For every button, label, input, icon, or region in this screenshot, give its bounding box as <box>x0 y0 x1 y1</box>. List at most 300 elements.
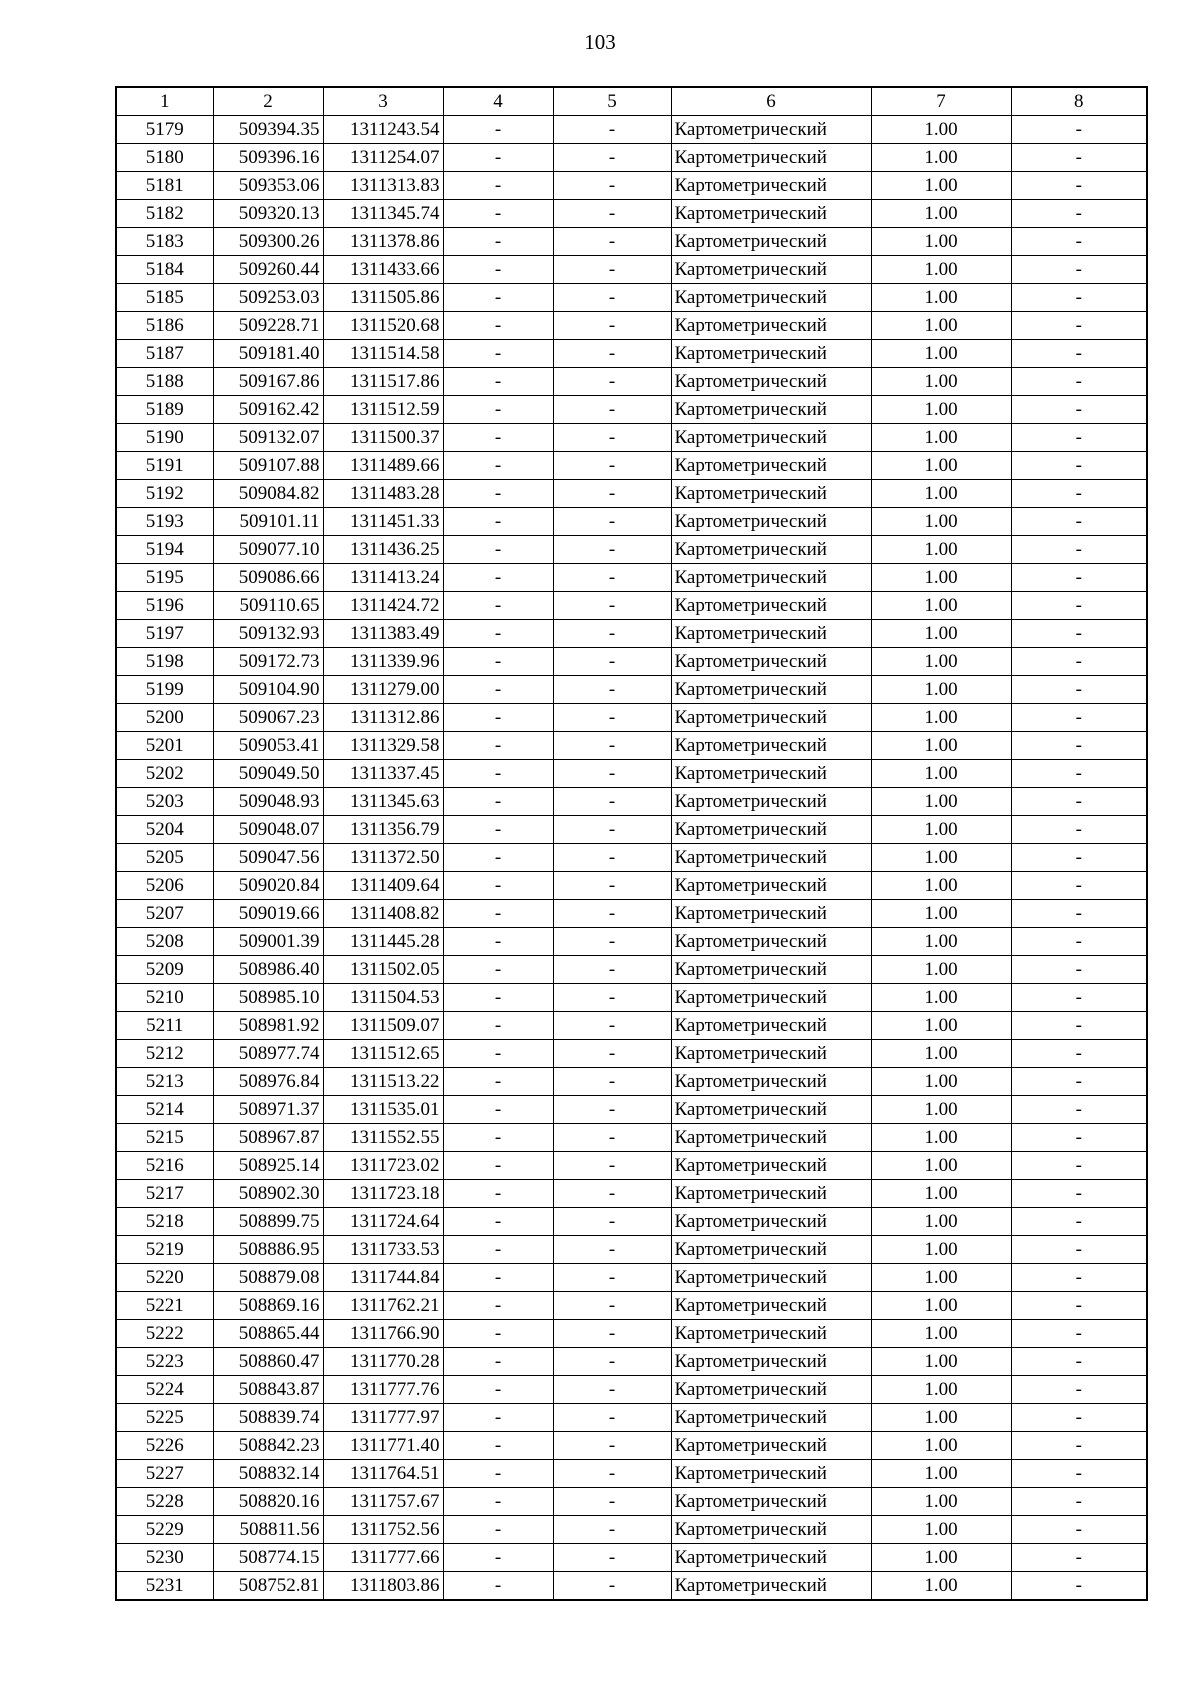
point-number-cell: 5208 <box>116 928 213 956</box>
x-coordinate-cell: 508752.81 <box>213 1572 323 1601</box>
accuracy-cell: 1.00 <box>871 200 1011 228</box>
col8-cell: - <box>1011 620 1147 648</box>
col5-cell: - <box>553 956 671 984</box>
point-number-cell: 5202 <box>116 760 213 788</box>
x-coordinate-cell: 508820.16 <box>213 1488 323 1516</box>
x-coordinate-cell: 509048.93 <box>213 788 323 816</box>
table-row <box>116 452 1147 480</box>
table-row <box>116 872 1147 900</box>
accuracy-cell: 1.00 <box>871 1544 1011 1572</box>
accuracy-cell: 1.00 <box>871 396 1011 424</box>
col5-cell: - <box>553 172 671 200</box>
method-cell: Картометрический <box>671 536 871 564</box>
method-cell: Картометрический <box>671 1264 871 1292</box>
col4-cell: - <box>443 788 553 816</box>
point-number-cell: 5228 <box>116 1488 213 1516</box>
point-number-cell: 5215 <box>116 1124 213 1152</box>
accuracy-cell: 1.00 <box>871 1432 1011 1460</box>
header-col-3: 3 <box>323 87 443 116</box>
point-number-cell: 5220 <box>116 1264 213 1292</box>
method-cell: Картометрический <box>671 1516 871 1544</box>
x-coordinate-cell: 509132.07 <box>213 424 323 452</box>
y-coordinate-cell: 1311752.56 <box>323 1516 443 1544</box>
col4-cell: - <box>443 1376 553 1404</box>
method-cell: Картометрический <box>671 172 871 200</box>
method-cell: Картометрический <box>671 1208 871 1236</box>
col8-cell: - <box>1011 1404 1147 1432</box>
x-coordinate-cell: 508879.08 <box>213 1264 323 1292</box>
y-coordinate-cell: 1311757.67 <box>323 1488 443 1516</box>
col5-cell: - <box>553 1124 671 1152</box>
accuracy-cell: 1.00 <box>871 1096 1011 1124</box>
col8-cell: - <box>1011 816 1147 844</box>
header-col-2: 2 <box>213 87 323 116</box>
col4-cell: - <box>443 1264 553 1292</box>
col5-cell: - <box>553 732 671 760</box>
x-coordinate-cell: 509001.39 <box>213 928 323 956</box>
col4-cell: - <box>443 284 553 312</box>
point-number-cell: 5191 <box>116 452 213 480</box>
accuracy-cell: 1.00 <box>871 564 1011 592</box>
method-cell: Картометрический <box>671 480 871 508</box>
x-coordinate-cell: 508811.56 <box>213 1516 323 1544</box>
col4-cell: - <box>443 228 553 256</box>
col5-cell: - <box>553 872 671 900</box>
col5-cell: - <box>553 1572 671 1601</box>
col8-cell: - <box>1011 1236 1147 1264</box>
col8-cell: - <box>1011 984 1147 1012</box>
y-coordinate-cell: 1311514.58 <box>323 340 443 368</box>
point-number-cell: 5217 <box>116 1180 213 1208</box>
method-cell: Картометрический <box>671 564 871 592</box>
col4-cell: - <box>443 872 553 900</box>
x-coordinate-cell: 508839.74 <box>213 1404 323 1432</box>
col8-cell: - <box>1011 1096 1147 1124</box>
table-row <box>116 1012 1147 1040</box>
col4-cell: - <box>443 592 553 620</box>
accuracy-cell: 1.00 <box>871 452 1011 480</box>
col8-cell: - <box>1011 1292 1147 1320</box>
x-coordinate-cell: 508986.40 <box>213 956 323 984</box>
method-cell: Картометрический <box>671 1404 871 1432</box>
col5-cell: - <box>553 1320 671 1348</box>
method-cell: Картометрический <box>671 1068 871 1096</box>
method-cell: Картометрический <box>671 1376 871 1404</box>
table-row <box>116 368 1147 396</box>
y-coordinate-cell: 1311345.63 <box>323 788 443 816</box>
page-number: 103 <box>584 30 616 54</box>
accuracy-cell: 1.00 <box>871 1516 1011 1544</box>
x-coordinate-cell: 508774.15 <box>213 1544 323 1572</box>
col8-cell: - <box>1011 1208 1147 1236</box>
method-cell: Картометрический <box>671 1460 871 1488</box>
col5-cell: - <box>553 536 671 564</box>
x-coordinate-cell: 508985.10 <box>213 984 323 1012</box>
x-coordinate-cell: 508832.14 <box>213 1460 323 1488</box>
x-coordinate-cell: 509067.23 <box>213 704 323 732</box>
accuracy-cell: 1.00 <box>871 508 1011 536</box>
point-number-cell: 5199 <box>116 676 213 704</box>
method-cell: Картометрический <box>671 1236 871 1264</box>
col4-cell: - <box>443 1488 553 1516</box>
col8-cell: - <box>1011 116 1147 144</box>
x-coordinate-cell: 509107.88 <box>213 452 323 480</box>
table-row <box>116 816 1147 844</box>
x-coordinate-cell: 508981.92 <box>213 1012 323 1040</box>
point-number-cell: 5218 <box>116 1208 213 1236</box>
col4-cell: - <box>443 144 553 172</box>
accuracy-cell: 1.00 <box>871 732 1011 760</box>
col5-cell: - <box>553 1208 671 1236</box>
point-number-cell: 5193 <box>116 508 213 536</box>
coordinates-table <box>115 86 1148 1601</box>
accuracy-cell: 1.00 <box>871 1264 1011 1292</box>
col4-cell: - <box>443 1152 553 1180</box>
col5-cell: - <box>553 1180 671 1208</box>
point-number-cell: 5197 <box>116 620 213 648</box>
x-coordinate-cell: 509020.84 <box>213 872 323 900</box>
point-number-cell: 5183 <box>116 228 213 256</box>
point-number-cell: 5187 <box>116 340 213 368</box>
col4-cell: - <box>443 1572 553 1601</box>
header-col-4: 4 <box>443 87 553 116</box>
table-row <box>116 1096 1147 1124</box>
point-number-cell: 5179 <box>116 116 213 144</box>
method-cell: Картометрический <box>671 1096 871 1124</box>
y-coordinate-cell: 1311803.86 <box>323 1572 443 1601</box>
col4-cell: - <box>443 508 553 536</box>
y-coordinate-cell: 1311500.37 <box>323 424 443 452</box>
col8-cell: - <box>1011 676 1147 704</box>
accuracy-cell: 1.00 <box>871 284 1011 312</box>
col4-cell: - <box>443 480 553 508</box>
y-coordinate-cell: 1311777.76 <box>323 1376 443 1404</box>
method-cell: Картометрический <box>671 760 871 788</box>
table-row <box>116 1320 1147 1348</box>
col8-cell: - <box>1011 704 1147 732</box>
method-cell: Картометрический <box>671 592 871 620</box>
method-cell: Картометрический <box>671 1040 871 1068</box>
col8-cell: - <box>1011 732 1147 760</box>
col8-cell: - <box>1011 1264 1147 1292</box>
col5-cell: - <box>553 1432 671 1460</box>
col5-cell: - <box>553 788 671 816</box>
method-cell: Картометрический <box>671 788 871 816</box>
x-coordinate-cell: 509253.03 <box>213 284 323 312</box>
accuracy-cell: 1.00 <box>871 1180 1011 1208</box>
x-coordinate-cell: 509300.26 <box>213 228 323 256</box>
col5-cell: - <box>553 1516 671 1544</box>
table-row <box>116 760 1147 788</box>
col8-cell: - <box>1011 340 1147 368</box>
col4-cell: - <box>443 564 553 592</box>
col5-cell: - <box>553 1460 671 1488</box>
point-number-cell: 5200 <box>116 704 213 732</box>
col5-cell: - <box>553 312 671 340</box>
col4-cell: - <box>443 620 553 648</box>
y-coordinate-cell: 1311744.84 <box>323 1264 443 1292</box>
point-number-cell: 5213 <box>116 1068 213 1096</box>
x-coordinate-cell: 508971.37 <box>213 1096 323 1124</box>
method-cell: Картометрический <box>671 200 871 228</box>
point-number-cell: 5196 <box>116 592 213 620</box>
col5-cell: - <box>553 284 671 312</box>
col8-cell: - <box>1011 872 1147 900</box>
table-row <box>116 1152 1147 1180</box>
col4-cell: - <box>443 900 553 928</box>
accuracy-cell: 1.00 <box>871 1012 1011 1040</box>
x-coordinate-cell: 509260.44 <box>213 256 323 284</box>
table-row <box>116 256 1147 284</box>
col5-cell: - <box>553 620 671 648</box>
col5-cell: - <box>553 900 671 928</box>
point-number-cell: 5180 <box>116 144 213 172</box>
y-coordinate-cell: 1311451.33 <box>323 508 443 536</box>
header-col-6: 6 <box>671 87 871 116</box>
col5-cell: - <box>553 564 671 592</box>
y-coordinate-cell: 1311436.25 <box>323 536 443 564</box>
col8-cell: - <box>1011 200 1147 228</box>
y-coordinate-cell: 1311504.53 <box>323 984 443 1012</box>
col8-cell: - <box>1011 788 1147 816</box>
accuracy-cell: 1.00 <box>871 480 1011 508</box>
accuracy-cell: 1.00 <box>871 312 1011 340</box>
col4-cell: - <box>443 424 553 452</box>
x-coordinate-cell: 508925.14 <box>213 1152 323 1180</box>
y-coordinate-cell: 1311512.59 <box>323 396 443 424</box>
col8-cell: - <box>1011 172 1147 200</box>
accuracy-cell: 1.00 <box>871 1208 1011 1236</box>
col8-cell: - <box>1011 844 1147 872</box>
x-coordinate-cell: 509132.93 <box>213 620 323 648</box>
accuracy-cell: 1.00 <box>871 872 1011 900</box>
method-cell: Картометрический <box>671 1544 871 1572</box>
accuracy-cell: 1.00 <box>871 1292 1011 1320</box>
x-coordinate-cell: 509104.90 <box>213 676 323 704</box>
accuracy-cell: 1.00 <box>871 116 1011 144</box>
point-number-cell: 5204 <box>116 816 213 844</box>
point-number-cell: 5205 <box>116 844 213 872</box>
col4-cell: - <box>443 648 553 676</box>
method-cell: Картометрический <box>671 116 871 144</box>
y-coordinate-cell: 1311502.05 <box>323 956 443 984</box>
point-number-cell: 5207 <box>116 900 213 928</box>
x-coordinate-cell: 509101.11 <box>213 508 323 536</box>
col4-cell: - <box>443 760 553 788</box>
method-cell: Картометрический <box>671 1292 871 1320</box>
x-coordinate-cell: 508977.74 <box>213 1040 323 1068</box>
x-coordinate-cell: 509172.73 <box>213 648 323 676</box>
col4-cell: - <box>443 1040 553 1068</box>
col4-cell: - <box>443 1208 553 1236</box>
table-row <box>116 1460 1147 1488</box>
accuracy-cell: 1.00 <box>871 1488 1011 1516</box>
method-cell: Картометрический <box>671 508 871 536</box>
y-coordinate-cell: 1311409.64 <box>323 872 443 900</box>
y-coordinate-cell: 1311771.40 <box>323 1432 443 1460</box>
y-coordinate-cell: 1311279.00 <box>323 676 443 704</box>
col5-cell: - <box>553 1012 671 1040</box>
method-cell: Картометрический <box>671 1012 871 1040</box>
col5-cell: - <box>553 1348 671 1376</box>
x-coordinate-cell: 509047.56 <box>213 844 323 872</box>
col4-cell: - <box>443 116 553 144</box>
y-coordinate-cell: 1311413.24 <box>323 564 443 592</box>
method-cell: Картометрический <box>671 368 871 396</box>
col4-cell: - <box>443 1012 553 1040</box>
y-coordinate-cell: 1311339.96 <box>323 648 443 676</box>
table-row <box>116 1040 1147 1068</box>
table-row <box>116 1264 1147 1292</box>
col8-cell: - <box>1011 1152 1147 1180</box>
col8-cell: - <box>1011 144 1147 172</box>
col5-cell: - <box>553 1040 671 1068</box>
point-number-cell: 5190 <box>116 424 213 452</box>
col8-cell: - <box>1011 1376 1147 1404</box>
y-coordinate-cell: 1311764.51 <box>323 1460 443 1488</box>
method-cell: Картометрический <box>671 1348 871 1376</box>
table-row <box>116 564 1147 592</box>
point-number-cell: 5225 <box>116 1404 213 1432</box>
method-cell: Картометрический <box>671 620 871 648</box>
y-coordinate-cell: 1311254.07 <box>323 144 443 172</box>
y-coordinate-cell: 1311552.55 <box>323 1124 443 1152</box>
table-row <box>116 1292 1147 1320</box>
method-cell: Картометрический <box>671 1152 871 1180</box>
method-cell: Картометрический <box>671 424 871 452</box>
y-coordinate-cell: 1311356.79 <box>323 816 443 844</box>
table-row <box>116 172 1147 200</box>
x-coordinate-cell: 509320.13 <box>213 200 323 228</box>
x-coordinate-cell: 509110.65 <box>213 592 323 620</box>
table-row <box>116 676 1147 704</box>
col4-cell: - <box>443 1096 553 1124</box>
y-coordinate-cell: 1311329.58 <box>323 732 443 760</box>
table-row <box>116 900 1147 928</box>
y-coordinate-cell: 1311505.86 <box>323 284 443 312</box>
accuracy-cell: 1.00 <box>871 1404 1011 1432</box>
table-row <box>116 480 1147 508</box>
col8-cell: - <box>1011 592 1147 620</box>
table-row <box>116 648 1147 676</box>
y-coordinate-cell: 1311337.45 <box>323 760 443 788</box>
table-row <box>116 508 1147 536</box>
y-coordinate-cell: 1311312.86 <box>323 704 443 732</box>
accuracy-cell: 1.00 <box>871 676 1011 704</box>
col5-cell: - <box>553 368 671 396</box>
accuracy-cell: 1.00 <box>871 1040 1011 1068</box>
table-row <box>116 116 1147 144</box>
point-number-cell: 5222 <box>116 1320 213 1348</box>
col5-cell: - <box>553 1264 671 1292</box>
y-coordinate-cell: 1311345.74 <box>323 200 443 228</box>
col5-cell: - <box>553 1236 671 1264</box>
col8-cell: - <box>1011 284 1147 312</box>
point-number-cell: 5221 <box>116 1292 213 1320</box>
accuracy-cell: 1.00 <box>871 1572 1011 1601</box>
col4-cell: - <box>443 816 553 844</box>
y-coordinate-cell: 1311723.18 <box>323 1180 443 1208</box>
accuracy-cell: 1.00 <box>871 648 1011 676</box>
table-row <box>116 424 1147 452</box>
y-coordinate-cell: 1311372.50 <box>323 844 443 872</box>
col5-cell: - <box>553 648 671 676</box>
accuracy-cell: 1.00 <box>871 592 1011 620</box>
col5-cell: - <box>553 704 671 732</box>
point-number-cell: 5192 <box>116 480 213 508</box>
col4-cell: - <box>443 256 553 284</box>
col5-cell: - <box>553 760 671 788</box>
y-coordinate-cell: 1311489.66 <box>323 452 443 480</box>
col5-cell: - <box>553 396 671 424</box>
col5-cell: - <box>553 1488 671 1516</box>
col8-cell: - <box>1011 452 1147 480</box>
point-number-cell: 5181 <box>116 172 213 200</box>
point-number-cell: 5216 <box>116 1152 213 1180</box>
point-number-cell: 5214 <box>116 1096 213 1124</box>
col5-cell: - <box>553 508 671 536</box>
point-number-cell: 5188 <box>116 368 213 396</box>
accuracy-cell: 1.00 <box>871 704 1011 732</box>
point-number-cell: 5189 <box>116 396 213 424</box>
x-coordinate-cell: 509077.10 <box>213 536 323 564</box>
col4-cell: - <box>443 368 553 396</box>
col5-cell: - <box>553 200 671 228</box>
table-row <box>116 284 1147 312</box>
col8-cell: - <box>1011 480 1147 508</box>
col8-cell: - <box>1011 1180 1147 1208</box>
table-row <box>116 592 1147 620</box>
col8-cell: - <box>1011 256 1147 284</box>
point-number-cell: 5194 <box>116 536 213 564</box>
table-row <box>116 1544 1147 1572</box>
point-number-cell: 5206 <box>116 872 213 900</box>
x-coordinate-cell: 508886.95 <box>213 1236 323 1264</box>
point-number-cell: 5219 <box>116 1236 213 1264</box>
method-cell: Картометрический <box>671 1124 871 1152</box>
y-coordinate-cell: 1311445.28 <box>323 928 443 956</box>
table-body <box>116 116 1147 1601</box>
accuracy-cell: 1.00 <box>871 368 1011 396</box>
point-number-cell: 5195 <box>116 564 213 592</box>
point-number-cell: 5186 <box>116 312 213 340</box>
table-row <box>116 704 1147 732</box>
table-row <box>116 312 1147 340</box>
col4-cell: - <box>443 1348 553 1376</box>
x-coordinate-cell: 508842.23 <box>213 1432 323 1460</box>
table-row <box>116 1432 1147 1460</box>
accuracy-cell: 1.00 <box>871 788 1011 816</box>
col5-cell: - <box>553 228 671 256</box>
accuracy-cell: 1.00 <box>871 984 1011 1012</box>
method-cell: Картометрический <box>671 144 871 172</box>
col5-cell: - <box>553 816 671 844</box>
x-coordinate-cell: 509167.86 <box>213 368 323 396</box>
y-coordinate-cell: 1311424.72 <box>323 592 443 620</box>
col4-cell: - <box>443 956 553 984</box>
col4-cell: - <box>443 312 553 340</box>
col8-cell: - <box>1011 760 1147 788</box>
method-cell: Картометрический <box>671 1320 871 1348</box>
method-cell: Картометрический <box>671 844 871 872</box>
method-cell: Картометрический <box>671 956 871 984</box>
x-coordinate-cell: 509019.66 <box>213 900 323 928</box>
col5-cell: - <box>553 424 671 452</box>
y-coordinate-cell: 1311483.28 <box>323 480 443 508</box>
col5-cell: - <box>553 116 671 144</box>
point-number-cell: 5212 <box>116 1040 213 1068</box>
accuracy-cell: 1.00 <box>871 1152 1011 1180</box>
